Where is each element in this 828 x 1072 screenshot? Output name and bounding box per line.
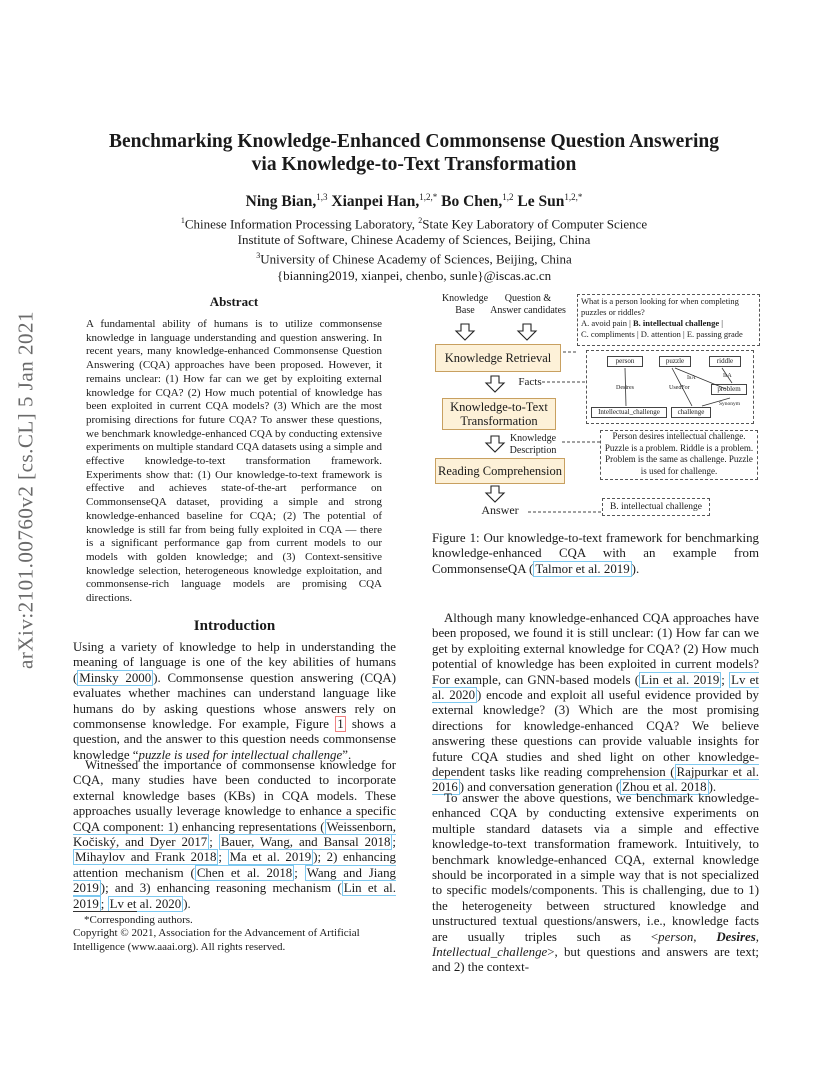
author-2: Xianpei Han,$^{1,2,*}$	[331, 192, 438, 211]
citation-link[interactable]: Rajpurkar et al. 2016	[432, 765, 759, 795]
question-answer-label: Question & Answer candidates	[490, 293, 566, 316]
affiliation-line-2: Institute of Software, Chinese Academy of Sciences, Beijing, China	[237, 232, 591, 248]
author-3: Bo Chen,$^{1,2}$	[441, 192, 514, 211]
answer-box: B. intellectual challenge	[602, 498, 710, 516]
knowledge-description-label: Knowledge Description	[509, 433, 557, 456]
knowledge-description-box: Person desires intellectual challenge. Puzzle is a problem. Riddle is a problem. Problem is the same as challenge. Puzzle is used for challenge.	[600, 430, 758, 480]
edge-label-synonym: Synonym	[719, 401, 741, 407]
abstract-heading: Abstract	[209, 294, 259, 309]
author-1: Ning Bian,$^{1,3}$	[245, 192, 328, 211]
arxiv-stamp: arXiv:2101.00760v2 [cs.CL] 5 Jan 2021	[13, 311, 38, 669]
graph-node-puzzle: puzzle	[659, 356, 691, 367]
arrow-down-icon	[456, 324, 474, 340]
citation-link[interactable]: Mihaylov and Frank 2018	[75, 850, 217, 865]
citation-link[interactable]: Chen et al. 2018	[196, 865, 293, 880]
figure-ref-link[interactable]: 1	[337, 717, 344, 732]
graph-node-intellectual-challenge: Intellectual_challenge	[591, 407, 667, 418]
knowledge-retrieval-box: Knowledge Retrieval	[435, 344, 561, 372]
facts-label: Facts	[518, 376, 542, 388]
affiliations	[60, 213, 768, 284]
edge-label-usedfor: UsedFor	[669, 385, 690, 391]
citation-link[interactable]: Lv et al. 2020	[432, 672, 759, 703]
graph-node-riddle: riddle	[709, 356, 741, 367]
citation-link[interactable]: Lin et al. 2019	[641, 672, 720, 687]
figure-1-caption: Figure 1: Our knowledge-to-text framework for benchmarking knowledge-enhanced CQA with an example from CommonsenseQA ( Talmor et al. 2019 ).	[432, 531, 759, 576]
citation-link[interactable]: Ma et al. 2019	[229, 850, 312, 865]
arrow-down-icon	[518, 324, 536, 340]
affiliation-line-1: $^1$Chinese Information Processing Laboratory, $^2$State Key Laboratory of Computer Science	[180, 216, 648, 232]
paper-title	[60, 130, 768, 176]
title-line-2: via Knowledge-to-Text Transformation	[251, 154, 577, 175]
author-4: Le Sun$^{1,2,*}$	[517, 192, 583, 211]
abstract-text: A fundamental ability of humans is to utilize commonsense knowledge in language understanding and question answering. In recent years, many knowledge-enhanced Commonsense Question Answering (CQA) approaches have been proposed. However, it remains unclear: (1) How far can we get by exploiting external knowledge for CQA? (2) How much potential of knowledge has been exploited in current CQA models? (3) Which are the most promising directions for future CQA? To answer these questions, we benchmark knowledge-enhanced CQA by conducting extensive experiments on multiple standard CQA datasets using a simple and effective knowledge-to-text transformation framework. Experiments show that: (1) Our knowledge-to-text framework is effective and achieves state-of-the-art performance on CommonsenseQA dataset, providing a simple and strong knowledge-enhanced baseline for CQA; (2) The potential of knowledge is still far from being fully exploited in CQA — there is a significant performance gap from current models to our models with golden knowledge; and (3) Context-sensitive knowledge selection, heterogeneous knowledge exploitation, and commonsense-rich language models are promising CQA directions.	[86, 318, 382, 605]
intro-paragraph-1: Using a variety of knowledge to help in understanding the meaning of language is one of the key abilities of humans ( Minsky 2000 ). Commonsense question answering (CQA) evaluates whether machines can understand language like humans do by asking questions whose answers rely on commonsense knowledge. For example, Figure 1 shows a question, and the answer to this question needs commonsense knowledge “puzzle is used for intellectual challenge”.	[73, 640, 396, 762]
edge-label-isa-2: IsA	[723, 373, 732, 379]
footnote-corresponding: *Corresponding authors.	[84, 914, 193, 926]
citation-link[interactable]: Zhou et al. 2018	[622, 780, 707, 795]
citation-link[interactable]: Lin et al. 2019	[73, 881, 396, 911]
figure-1	[430, 290, 760, 520]
graph-node-person: person	[607, 356, 643, 367]
citation-link[interactable]: Weissenborn, Kočiský, and Dyer 2017	[73, 819, 396, 850]
copyright-notice: Copyright © 2021, Association for the Advancement of Artificial Intelligence (www.aaai.org). All rights reserved.	[73, 927, 360, 953]
citation-link[interactable]: Wang and Jiang 2019	[73, 865, 396, 896]
arrow-down-icon	[486, 436, 504, 452]
author-list	[60, 192, 768, 211]
question-box: What is a person looking for when completing puzzles or riddles? A. avoid pain | B. intellectual challenge | C. compliments | D. attention | E. passing grade	[577, 294, 760, 346]
citation-link[interactable]: Minsky 2000	[79, 670, 152, 685]
arrow-down-icon	[486, 376, 504, 392]
reading-comprehension-box: Reading Comprehension	[435, 458, 565, 484]
citation-link[interactable]: Talmor et al. 2019	[535, 561, 630, 576]
footnote-rule	[73, 911, 137, 912]
edge-label-isa-1: IsA	[687, 375, 696, 381]
figure-arrows	[430, 290, 760, 520]
citation-link[interactable]: Bauer, Wang, and Bansal 2018	[220, 835, 391, 850]
title-line-1: Benchmarking Knowledge-Enhanced Commonsense Question Answering	[109, 131, 719, 152]
right-paragraph-1: Although many knowledge-enhanced CQA approaches have been proposed, we found it is still unclear: (1) How far can we get by exploiting external knowledge for CQA? (2) How much potential of knowledge has been exploited in current models? For example, can GNN-based models ( Lin et al. 2019 ; Lv et al. 2020 ) encode and exploit all useful evidence provided by external knowledge? (3) Which are the most promising directions for knowledge-enhanced CQA? We believe answering these questions can provide valuable insights for future CQA studies and shed light on other knowledge-dependent tasks like reading comprehension ( Rajpurkar et al. 2016 ) and conversation generation ( Zhou et al. 2018 ).	[432, 611, 759, 795]
knowledge-to-text-box: Knowledge-to-Text Transformation	[442, 398, 556, 430]
graph-node-challenge: challenge	[671, 407, 711, 418]
author-emails: {bianning2019, xianpei, chenbo, sunle}@iscas.ac.cn	[276, 267, 552, 283]
knowledge-base-label: Knowledge Base	[441, 293, 489, 316]
right-paragraph-2: To answer the above questions, we benchmark knowledge-enhanced CQA by conducting extensive experiments on multiple standard datasets via a simple and effective knowledge-to-text transformation framework. Intuitively, to benchmark knowledge-enhanced CQA, external knowledge should be incorporated in a simple way that is not specialized to specific models/components. This is challenging, due to 1) the heterogeneity between structured knowledge and unstructured textual questions/answers, i.e., knowledge facts are usually triples such as <person, Desires, Intellectual_challenge>, but questions and answers are text; and 2) the context-	[432, 791, 759, 975]
affiliation-line-3: $^3$University of Chinese Academy of Sciences, Beijing, China	[256, 251, 572, 267]
intro-paragraph-2: Witnessed the importance of commonsense knowledge for CQA, many studies have been conducted to incorporate external knowledge bases (KBs) in CQA models. These approaches usually leverage knowledge to enhance a specific CQA component: 1) enhancing representations ( Weissenborn, Kočiský, and Dyer 2017 ; Bauer, Wang, and Bansal 2018 ; Mihaylov and Frank 2018 ; Ma et al. 2019 ); 2) enhancing attention mechanism ( Chen et al. 2018 ; Wang and Jiang 2019 ); and 3) enhancing reasoning mechanism ( Lin et al. 2019 ; Lv et al. 2020 ).	[73, 758, 396, 911]
graph-node-problem: problem	[711, 384, 747, 395]
citation-link[interactable]: Lv et al. 2020	[109, 896, 182, 911]
answer-label: Answer	[481, 503, 519, 517]
introduction-heading: Introduction	[193, 618, 276, 634]
edge-label-desires: Desires	[616, 385, 634, 391]
arrow-down-icon	[486, 486, 504, 502]
